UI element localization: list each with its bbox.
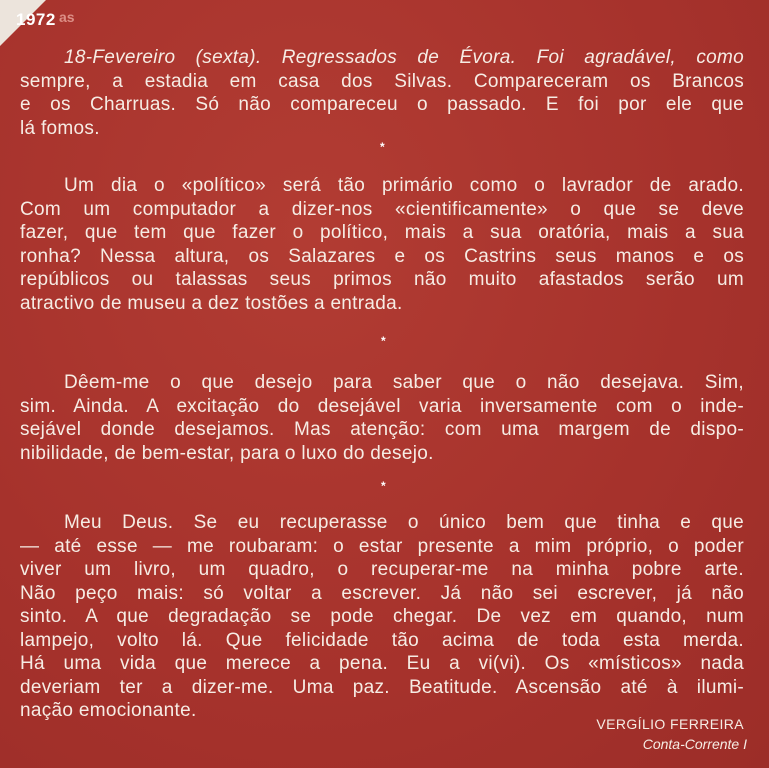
entry-paragraph-2 [20,174,744,315]
text-line: viver um livro, um quadro, o recuperar-me na minha pobre arte. [20,559,744,580]
work-title: Conta-Corrente I [642,736,747,752]
text-line: Não peço mais: só voltar a escrever. Já não sei escrever, já não [20,582,744,604]
text-line: deveriam ter a dizer-me. Uma paz. Beatitude. Ascensão até à ilumi- [20,676,744,698]
text-line: ronha? Nessa altura, os Salazares e os Castrins seus manos e os [20,245,744,267]
text-line: Meu Deus. Se eu recuperasse o único bem que tinha e que [64,512,744,533]
text-line: repúblicos ou talassas seus primos não muito afastados serão um [20,269,744,290]
watermark-stamp: as [59,9,75,25]
text-line: sinto. A que degradação se pode chegar. De vez em quando, num [20,606,744,627]
entry-paragraph-1 [20,46,744,140]
text-line: — até esse — me roubaram: o estar presente a mim próprio, o poder [20,535,744,557]
dated-line: 18-Fevereiro (sexta). Regressados de Évora. Foi agradável, como [64,47,744,68]
separator-star: * [381,334,386,348]
text-line: Um dia o «político» será tão primário como o lavrador de arado. [64,175,744,196]
entry-paragraph-3 [20,371,744,465]
text-line: Dêem-me o que desejo para saber que o não desejava. Sim, [64,372,744,393]
text-line: Há uma vida que merece a pena. Eu a vi(vi). Os «místicos» nada [20,653,744,674]
separator-star: * [381,479,386,493]
text-line: nibilidade, de bem-estar, para o luxo do desejo. [20,442,434,464]
separator-star: * [380,140,385,154]
entry-paragraph-4 [20,511,744,723]
text-line: nação emocionante. [20,700,197,721]
author-name: VERGÍLIO FERREIRA [596,716,744,732]
text-line: atractivo de museu a dez tostões a entrada. [20,292,403,314]
text-line: lampejo, volto lá. Que felicidade tão acima de toda esta merda. [20,629,744,651]
text-line: e os Charruas. Só não compareceu o passado. E foi por ele que [20,94,744,115]
text-line: fazer, que tem que fazer o político, mais a sua oratória, mais a sua [20,222,744,243]
year-label: 1972 [16,10,56,29]
text-line: lá fomos. [20,117,100,139]
text-line: Com um computador a dizer-nos «cientificamente» o que se deve [20,198,744,220]
text-line: sejável donde desejamos. Mas atenção: com uma margem de dispo- [20,419,744,440]
text-line: sim. Ainda. A excitação do desejável varia inversamente com o inde- [20,395,744,417]
text-line [20,46,744,70]
text-line: sempre, a estadia em casa dos Silvas. Compareceram os Brancos [20,70,744,92]
